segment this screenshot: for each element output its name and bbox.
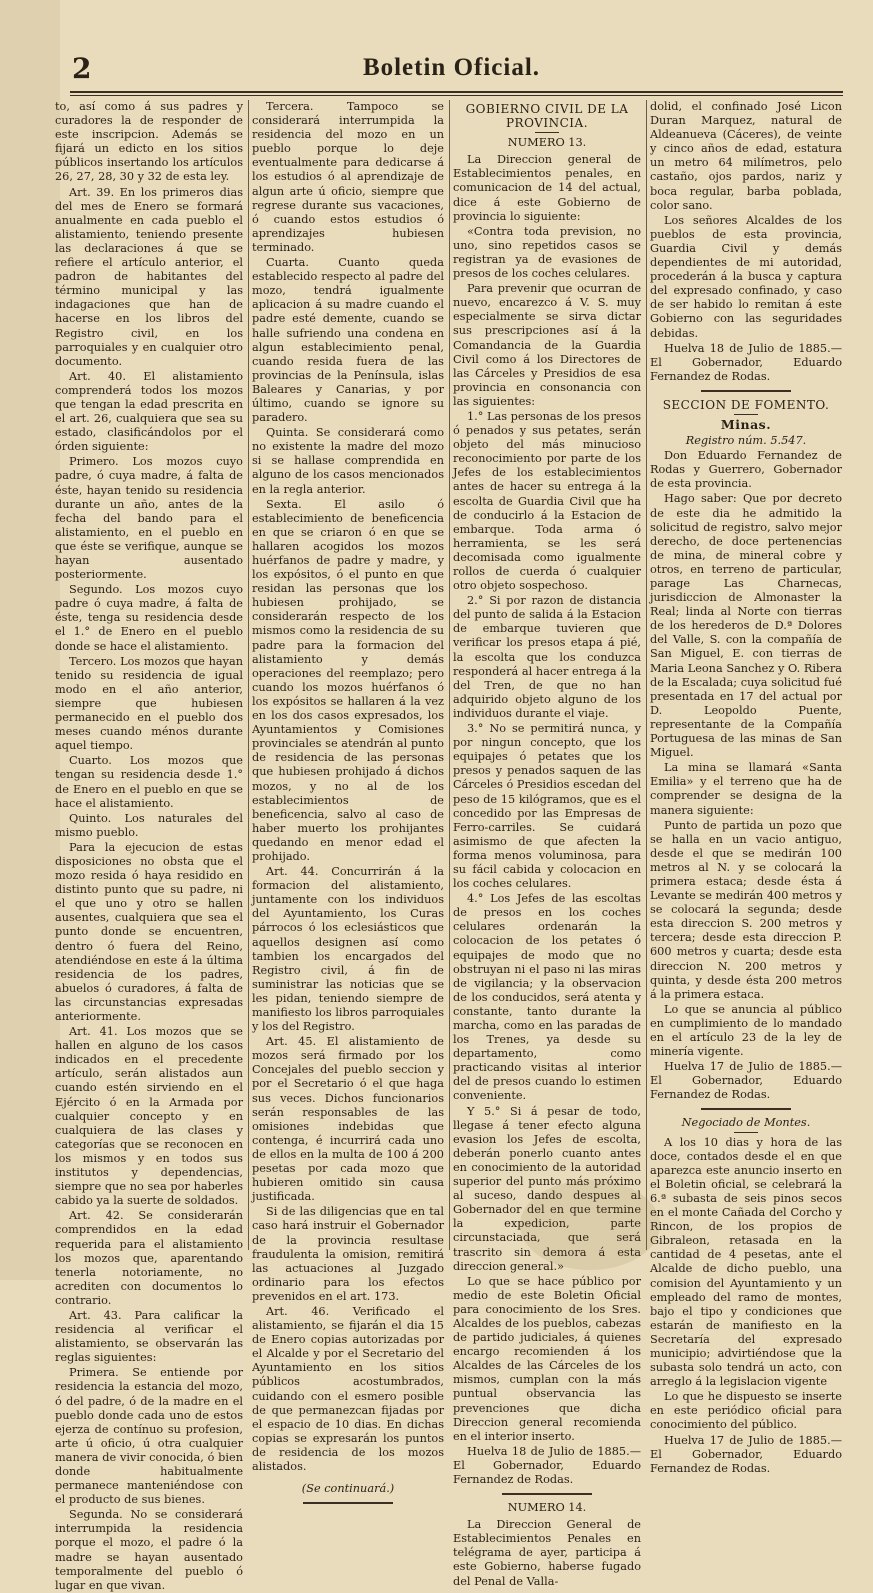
page-edge-shadow — [0, 0, 60, 1280]
column-divider — [646, 100, 647, 1250]
paragraph: A los 10 dias y hora de las doce, contados desde el en que aparezca este anuncio inserto en el Boletin oficial, se celebrará la 6.ª subasta de seis pinos secos en el monte Cañada del Corcho y Rincon, de los propios de Gibraleon, retasada en la cantidad de 4 pesetas, ante el Alcalde de dicho pueblo, una comision del Ayuntamiento y un empleado del ramo de montes, bajo el tipo y condiciones que estarán de manifiesto en la Secretaría del expresado municipio; advirtiéndose que la subasta solo tendrá un acto, con arreglo á la legislacion vigente — [650, 1135, 842, 1389]
continuation-note: (Se continuará.) — [301, 1482, 395, 1496]
page-number: 2 — [72, 52, 92, 85]
section-separator — [701, 390, 791, 392]
paragraph: La mina se llamará «Santa Emilia» y el terreno que ha de comprender se designa de la manera siguiente: — [650, 761, 842, 817]
paragraph: 1.° Las personas de los presos ó penados y sus petates, serán objeto del más minucioso reconocimiento por parte de los Jefes de los establecimientos antes de hacer su entrega á la escolta de Guardia Civil que ha de conducirlo á la Estacion de embarque. Toda arma ó herramienta, se les será decomisada como igualmente rollos de cuerda ó cualquier otro objeto sospechoso. — [453, 409, 641, 593]
page-header — [60, 52, 843, 88]
paragraph: Lo que he dispuesto se inserte en este periódico oficial para conocimiento del público. — [650, 1390, 842, 1432]
section-heading: GOBIERNO CIVIL DE LA PROVINCIA. — [465, 102, 629, 131]
paragraph: Art. 45. El alistamiento de mozos será firmado por los Concejales del pueblo seccion y por el Secretario ó el que haga sus veces. Dichos funcionarios serán responsables de las omisiones indebidas que contenga, é incurrirá cada uno de ellos en la multa de 100 á 200 pesetas por cada mozo que hubieren omitido sin causa justificada. — [252, 1035, 444, 1204]
paragraph: Hago saber: Que por decreto de este dia he admitido la solicitud de registro, salvo mejor derecho, de doce pertenencias de mina, de mineral cobre y otros, en terreno de particular, parage Las Charnecas, jurisdiccion de Almonaster la Real; linda al Norte con tierras de los herederos de D.ª Dolores del Valle, S. con la compañía de San Miguel, E. con tierras de Maria Leona Sanchez y O. Ribera de la Escalada; cuya solicitud fué presentada en 17 del actual por D. Leopoldo Puente, representante de la Compañía Portuguesa de las minas de San Miguel. — [650, 492, 842, 760]
paragraph: dolid, el confinado José Licon Duran Marquez, natural de Aldeanueva (Cáceres), de veinte y cinco años de edad, estatura un metro 64 milímetros, pelo castaño, ojos pardos, nariz y boca regular, barba poblada, color sano. — [650, 100, 842, 212]
signature: Huelva 18 de Julio de 1885.—El Gobernador, Eduardo Fernandez de Rodas. — [650, 341, 842, 383]
signature: Huelva 17 de Julio de 1885.—El Gobernador, Eduardo Fernandez de Rodas. — [650, 1433, 842, 1475]
paragraph: Art. 40. El alistamiento comprenderá todos los mozos que tengan la edad prescrita en el art. 26, cualquiera que sea su estado, clasificándolos por el órden siguiente: — [55, 369, 243, 454]
column-2 — [252, 100, 444, 1496]
paragraph: Sexta. El asilo ó establecimiento de beneficencia en que se criaron ó en que se hallaren acogidos los mozos huérfanos de padre y madre, y los expósitos, ó el punto en que residan las personas que los hubiesen prohijado, se considerarán respecto de los mismos como la residencia de su padre para la formacion del alistamiento y demás operaciones del reemplazo; pero cuando los mozos huérfanos ó los expósitos se hallaren á la vez en los dos casos expresados, los Ayuntamientos y Comisiones provinciales se atendrán al punto de residencia de las personas que hubiesen prohijado á dichos mozos, y no al de los establecimientos de beneficencia, salvo al caso de haber muerto los prohijantes quedando en menor edad el prohijado. — [252, 497, 444, 863]
paragraph: Y 5.° Si á pesar de todo, llegase á tener efecto alguna evasion los Jefes de escolta, deberán ponerlo cuanto antes en conocimiento de la autoridad superior del punto más próximo al suceso, dando despues al Gobernador del en que termine la expedicion, parte circunstaciada, que será trascrito sin demora á esta direccion general.» — [453, 1104, 641, 1273]
paragraph: Para prevenir que ocurran de nuevo, encarezco á V. S. muy especialmente se sirva dictar sus prescripciones así á la Comandancia de la Guardia Civil como á los Directores de las Cárceles y Presidios de esa provincia en consonancia con las siguientes: — [453, 282, 641, 408]
section-separator — [701, 1108, 791, 1110]
paragraph: Art. 43. Para calificar la residencia al verificar el alistamiento, se observarán las reglas siguientes: — [55, 1308, 243, 1365]
notice-number: NUMERO 14. — [507, 1501, 587, 1515]
notice-number: NUMERO 13. — [507, 136, 587, 150]
paragraph: Art. 41. Los mozos que se hallen en alguno de los casos indicados en el precedente artículo, serán alistados aun cuando estén sirviendo en el Ejército ó en la Armada por cualquier concepto y en cualquiera de las clases y categorías que se reconocen en los mismos y en todos sus institutos y dependencias, siempre que no sea por haberles cabido ya la suerte de soldados. — [55, 1025, 243, 1208]
paragraph: Los señores Alcaldes de los pueblos de esta provincia, Guardia Civil y demás dependientes de mi autoridad, procederán á la busca y captura del expresado confinado, y caso de ser habido lo remitan á este Gobierno con las seguridades debidas. — [650, 213, 842, 340]
paragraph: Art. 46. Verificado el alistamiento, se fijarán el dia 15 de Enero copias autorizadas por el Alcalde y por el Secretario del Ayuntamiento en los sitios públicos acostumbrados, cuidando con el esmero posible de que permanezcan fijadas por el espacio de 10 dias. En dichas copias se expresarán los puntos de residencia de los mozos alistados. — [252, 1304, 444, 1473]
paragraph: Primera. Se entiende por residencia la estancia del mozo, ó del padre, ó de la madre en el pueblo donde cada uno de estos ejerza de contínuo su profesion, arte ú oficio, ú otra cualquier manera de vivir conocida, ó bien donde habitualmente permanece manteniéndose con el producto de sus bienes. — [55, 1366, 243, 1507]
paragraph: La Direccion general de Establecimientos penales, en comunicacion de 14 del actual, dice á este Gobierno de provincia lo siguiente: — [453, 153, 641, 223]
header-rule-thin — [70, 95, 843, 96]
paragraph: Quinto. Los naturales del mismo pueblo. — [55, 811, 243, 839]
dash-divider — [734, 1132, 758, 1133]
paragraph: Cuarto. Los mozos que tengan su residencia desde 1.° de Enero en el pueblo en que se hace el alistamiento. — [55, 754, 243, 810]
dash-divider — [535, 132, 559, 133]
paragraph: Lo que se hace público por medio de este Boletin Oficial para conocimiento de los Sres. Alcaldes de los pueblos, cabezas de partido judiciales, á quienes encargo recomienden á los Alcaldes de las Cárceles de los mismos, cumplan con la más puntual observancia las prevenciones que dicha Direccion general recomienda en el interior inserto. — [453, 1274, 641, 1443]
paragraph: to, así como á sus padres y curadores la de responder de este inscripcion. Además se fijará un edicto en los sitios públicos insertando los artículos 26, 27, 28, 30 y 32 de esta ley. — [55, 100, 243, 184]
page-title: Boletin Oficial. — [362, 54, 541, 81]
dash-divider — [734, 414, 758, 415]
subsection-heading: Minas. — [720, 416, 772, 432]
paragraph: Quinta. Se considerará como no existente la madre del mozo si se hallase comprendida en alguno de los casos mencionados en la regla anterior. — [252, 426, 444, 496]
signature: Huelva 18 de Julio de 1885.—El Gobernador, Eduardo Fernandez de Rodas. — [453, 1444, 641, 1486]
paragraph: Cuarta. Cuanto queda establecido respecto al padre del mozo, tendrá igualmente aplicacion á su madre cuando el padre esté demente, cuando se halle sufriendo una condena en algun establecimiento penal, cuando resida fuera de las provincias de la Península, islas Baleares y Canarias, y por último, cuando se ignore su paradero. — [252, 256, 444, 425]
column-divider — [248, 100, 249, 1250]
paragraph: Tercero. Los mozos que hayan tenido su residencia de igual modo en el año anterior, siempre que hubiesen permanecido en el pueblo dos meses cuando ménos durante aquel tiempo. — [55, 654, 243, 753]
column-3 — [453, 100, 641, 1588]
column-4 — [650, 100, 842, 1475]
paragraph: Art. 44. Concurrirán á la formacion del alistamiento, juntamente con los individuos del Ayuntamiento, los Curas párrocos ó los eclesiásticos que aquellos designen así como tambien los encargados del Registro civil, á fin de suministrar las noticias que se les pidan, teniendo siempre de manifiesto los libros parroquiales y los del Registro. — [252, 865, 444, 1034]
signature: Huelva 17 de Julio de 1885.—El Gobernador, Eduardo Fernandez de Rodas. — [650, 1060, 842, 1102]
paragraph: La Direccion General de Establecimientos Penales en telégrama de ayer, participa á este Gobierno, haberse fugado del Penal de Valla- — [453, 1518, 641, 1588]
paragraph: Primero. Los mozos cuyo padre, ó cuya madre, á falta de éste, hayan tenido su residencia durante un año, antes de la fecha del bando para el alistamiento, en el pueblo en que éste se verifique, aunque se hayan ausentado posteriormente. — [55, 455, 243, 582]
paragraph: Para la ejecucion de estas disposiciones no obsta que el mozo resida ó haya residido en distinto punto que su padre, ni el que uno y otro se hallen ausentes, cualquiera que sea el punto donde se encuentren, dentro ó fuera del Reino, atendiéndose en este á la última residencia de los padres, abuelos ó curadores, á falta de las circunstancias expresadas anteriormente. — [55, 840, 243, 1023]
paragraph: 2.° Si por razon de distancia del punto de salida á la Estacion de embarque tuvieren que verificar los presos etapa á pié, la escolta que los conduzca responderá al hacer entrega á la del Tren, de que no han adquirido objeto alguno de los individuos durante el viaje. — [453, 594, 641, 720]
paragraph: 3.° No se permitirá nunca, y por ningun concepto, que los equipajes ó petates que los presos y penados saquen de las Cárceles ó Presidios escedan del peso de 15 kilógramos, que es el concedido por las Empresas de Ferro-carriles. Se cuidará asimismo de que afecten la forma menos voluminosa, para su fácil cabida y colocacion en los coches celulares. — [453, 722, 641, 891]
header-rule — [70, 91, 843, 93]
section-separator — [303, 1502, 393, 1504]
paragraph: Tercera. Tampoco se considerará interrumpida la residencia del mozo en un pueblo porque lo deje eventualmente para dedicarse á los estudios ó al aprendizaje de algun arte ú oficio, siempre que regrese durante sus vacaciones, ó cuando estos estudios ó aprendizajes hubiesen terminado. — [252, 100, 444, 254]
paragraph: 4.° Los Jefes de las escoltas de presos en los coches celulares ordenarán la colocacion de los petates ó equipajes de modo que no obstruyan ni el paso ni las miras de vigilancia; y la observacion de los conducidos, será atenta y constante, tanto durante la marcha, como en las paradas de los Trenes, ya desde su departamento, como practicando visitas al interior del de presos cuando lo estimen conveniente. — [453, 892, 641, 1103]
paragraph: «Contra toda prevision, no uno, sino repetidos casos se registran ya de evasiones de presos de los coches celulares. — [453, 224, 641, 281]
column-divider — [449, 100, 450, 1250]
registro-number: Registro núm. 5.547. — [685, 434, 807, 448]
paragraph: Si de las diligencias que en tal caso hará instruir el Gobernador de la provincia resultase fraudulenta la omision, remitirá las actuaciones al Juzgado ordinario para los efectos prevenidos en el art. 173. — [252, 1205, 444, 1303]
section-heading: SECCION DE FOMENTO. — [662, 397, 830, 412]
paragraph: Segundo. Los mozos cuyo padre ó cuya madre, á falta de éste, tenga su residencia desde el 1.° de Enero en el pueblo donde se hace el alistamiento. — [55, 583, 243, 653]
negociado-heading: Negociado de Montes. — [681, 1116, 811, 1130]
paragraph: Art. 42. Se considerarán comprendidos en la edad requerida para el alistamiento los mozos que, aparentando tenerla notoriamente, no acrediten con documentos lo contrario. — [55, 1209, 243, 1307]
paragraph: Art. 39. En los primeros dias del mes de Enero se formará anualmente en cada pueblo el alistamiento, teniendo presente las declaraciones á que se refiere el artículo anterior, el padron de habitantes del término municipal y las indagaciones que han de hacerse en los libros del Registro civil, en los parroquiales y en cualquier otro documento. — [55, 185, 243, 368]
paragraph: Don Eduardo Fernandez de Rodas y Guerrero, Gobernador de esta provincia. — [650, 449, 842, 491]
paragraph: Lo que se anuncia al público en cumplimiento de lo mandado en el artículo 23 de la ley de minería vigente. — [650, 1002, 842, 1059]
paragraph: Segunda. No se considerará interrumpida la residencia porque el mozo, el padre ó la madre se hayan ausentado temporalmente del pueblo ó lugar en que vivan. — [55, 1508, 243, 1592]
paragraph: Punto de partida un pozo que se halla en un vacio antiguo, desde el que se medirán 100 metros al N. y se colocará la primera estaca; desde ésta á Levante se medirán 400 metros y se colocará la segunda; desde esta direccion S. 200 metros y tercera; desde esta direccion P. 600 metros y cuarta; desde esta direccion N. 200 metros y quinta, y desde ésta 200 metros á la primera estaca. — [650, 818, 842, 1001]
section-separator — [502, 1493, 592, 1495]
column-1 — [55, 100, 243, 1592]
